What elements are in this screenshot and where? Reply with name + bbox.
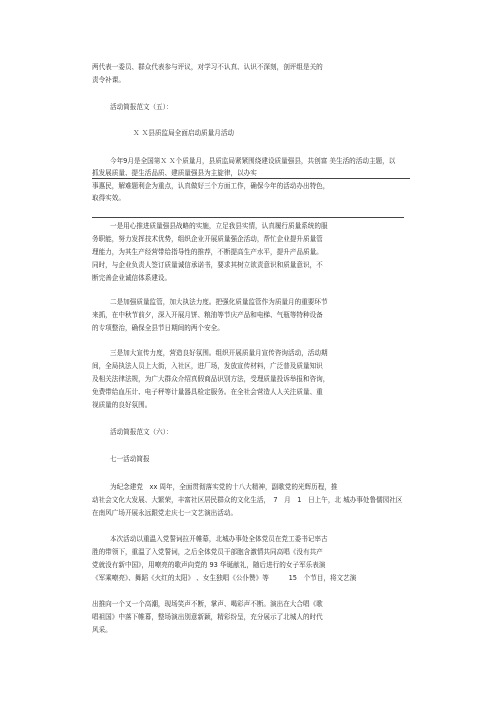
text-line: 断完善企业诚信体系建设。 bbox=[92, 274, 172, 282]
text-line: 间，全局执法人员上大街，入社区，进厂场，发放宣传材料，广泛普及质量知识 bbox=[92, 362, 323, 370]
text-line: 为纪念建党 xx 周年，全面贯彻落实党的十八大精神，副歌党的光辉历程，推 bbox=[110, 483, 338, 491]
text-line: 取得实效。 bbox=[92, 194, 125, 202]
text-line: 在南风广场开展永远跟党走庆七一文艺演出活动。 bbox=[92, 509, 238, 517]
text-line: 出推向一个又一个高潮，现场笑声不断，掌声、喝彩声不断。演出在大合唱《歌 bbox=[92, 600, 323, 608]
text-line: 本次活动以重温入党誓词拉开帷幕，北城办事处全体党员在党工委书记率古 bbox=[110, 535, 328, 543]
text-line: 两代表一委员、群众代表参与评议，对学习不认真、认识不深刻，剖评组是关的 bbox=[92, 63, 323, 71]
text-line: 风采。 bbox=[92, 626, 112, 634]
text-line: 务职能，努力发挥技术优势，组织企业开展质量强企活动，帮忙企业提升质量管 bbox=[92, 235, 323, 243]
text-line: 一是用心推进质量强县战略的实施，立足我县实情，认真履行质量系统的服 bbox=[110, 222, 328, 230]
text-line: 及相关法律法规，为广大群众介绍真假商品识别方法，受理质量投诉举报和咨询， bbox=[92, 375, 330, 383]
text-line: 同时，与企业负责人签订质量诚信承诺书，要求其树立欲责意识和质量意识，不 bbox=[92, 261, 323, 269]
text-line: 胜的带领下，重温了入党誓词，之后全体党员干部胞含激情共同高唱《没有共产 bbox=[92, 548, 323, 556]
divider bbox=[92, 178, 410, 179]
text-line: 唱祖国》中落下帷幕，整场演出别意新颖，精彩纷呈，充分展示了北城人的时代 bbox=[92, 613, 323, 621]
text-line: 抓发展质量、提生活品质、建质量强县为主旋律，以办实 bbox=[92, 169, 257, 177]
text-line: 二是加强质量监管，加大执法力度。把强化质量监管作为质量月的重要环节 bbox=[110, 298, 328, 306]
text-line: 党就没有新中国》，用嘹亮的歌声向党的 93 华诞献礼，随后进行的女子军乐表演 bbox=[92, 561, 326, 569]
article-title: Ｘ Ｘ县质监局全面启动质量月活动 bbox=[133, 129, 235, 137]
text-line: 动社会文化大发展、大繁荣，丰富社区居民群众的文化生活， 7 月 1 日上午，北 城办事处鲁儒园社区 bbox=[92, 496, 403, 504]
text-line: 来抓，在中秋节前夕，深入开展月饼、粮油等节庆产品和电梯、气瓶等特种设备 bbox=[92, 311, 323, 319]
text-line: 今年9月是全国第Ｘ Ｘ个质量月，县质监局紧紧围绕建设质量强县，共创富 美生活的活动主题，以 bbox=[110, 157, 396, 165]
text-line: 三是加大宣传力度，营造良好氛围。组织开展质量月宣传咨询活动，活动期 bbox=[110, 349, 328, 357]
section-heading: 活动简报范文（六）： bbox=[110, 428, 173, 436]
text-line: 视质量的良好氛围。 bbox=[92, 401, 152, 409]
text-line: 责令补课。 bbox=[92, 76, 125, 84]
section-heading: 活动简报范文（五）： bbox=[110, 103, 173, 111]
text-line: 免费带给血压计、电子秤等计量器具检定服务。在全社会营造人人关注质量、重 bbox=[92, 388, 323, 396]
article-title: 七一活动简报 bbox=[110, 455, 150, 463]
text-line: 理能力，为其生产经营带给指导性的推荐，不断提高生产水平，提升产品质量。 bbox=[92, 248, 323, 256]
text-line: 事惠民，解难题利企为重点，认真做好三个方面工作，确保今年的活动办出特色， bbox=[92, 182, 330, 190]
text-line: 《军乘嘹亮》、舞蹈《火红的太阳》 、女生独唱《公仆赞》等 15 个节目，将文艺演 bbox=[92, 574, 357, 582]
divider bbox=[92, 217, 404, 218]
text-line: 的专项整治，确保全县节日期间的两个安全。 bbox=[92, 324, 224, 332]
